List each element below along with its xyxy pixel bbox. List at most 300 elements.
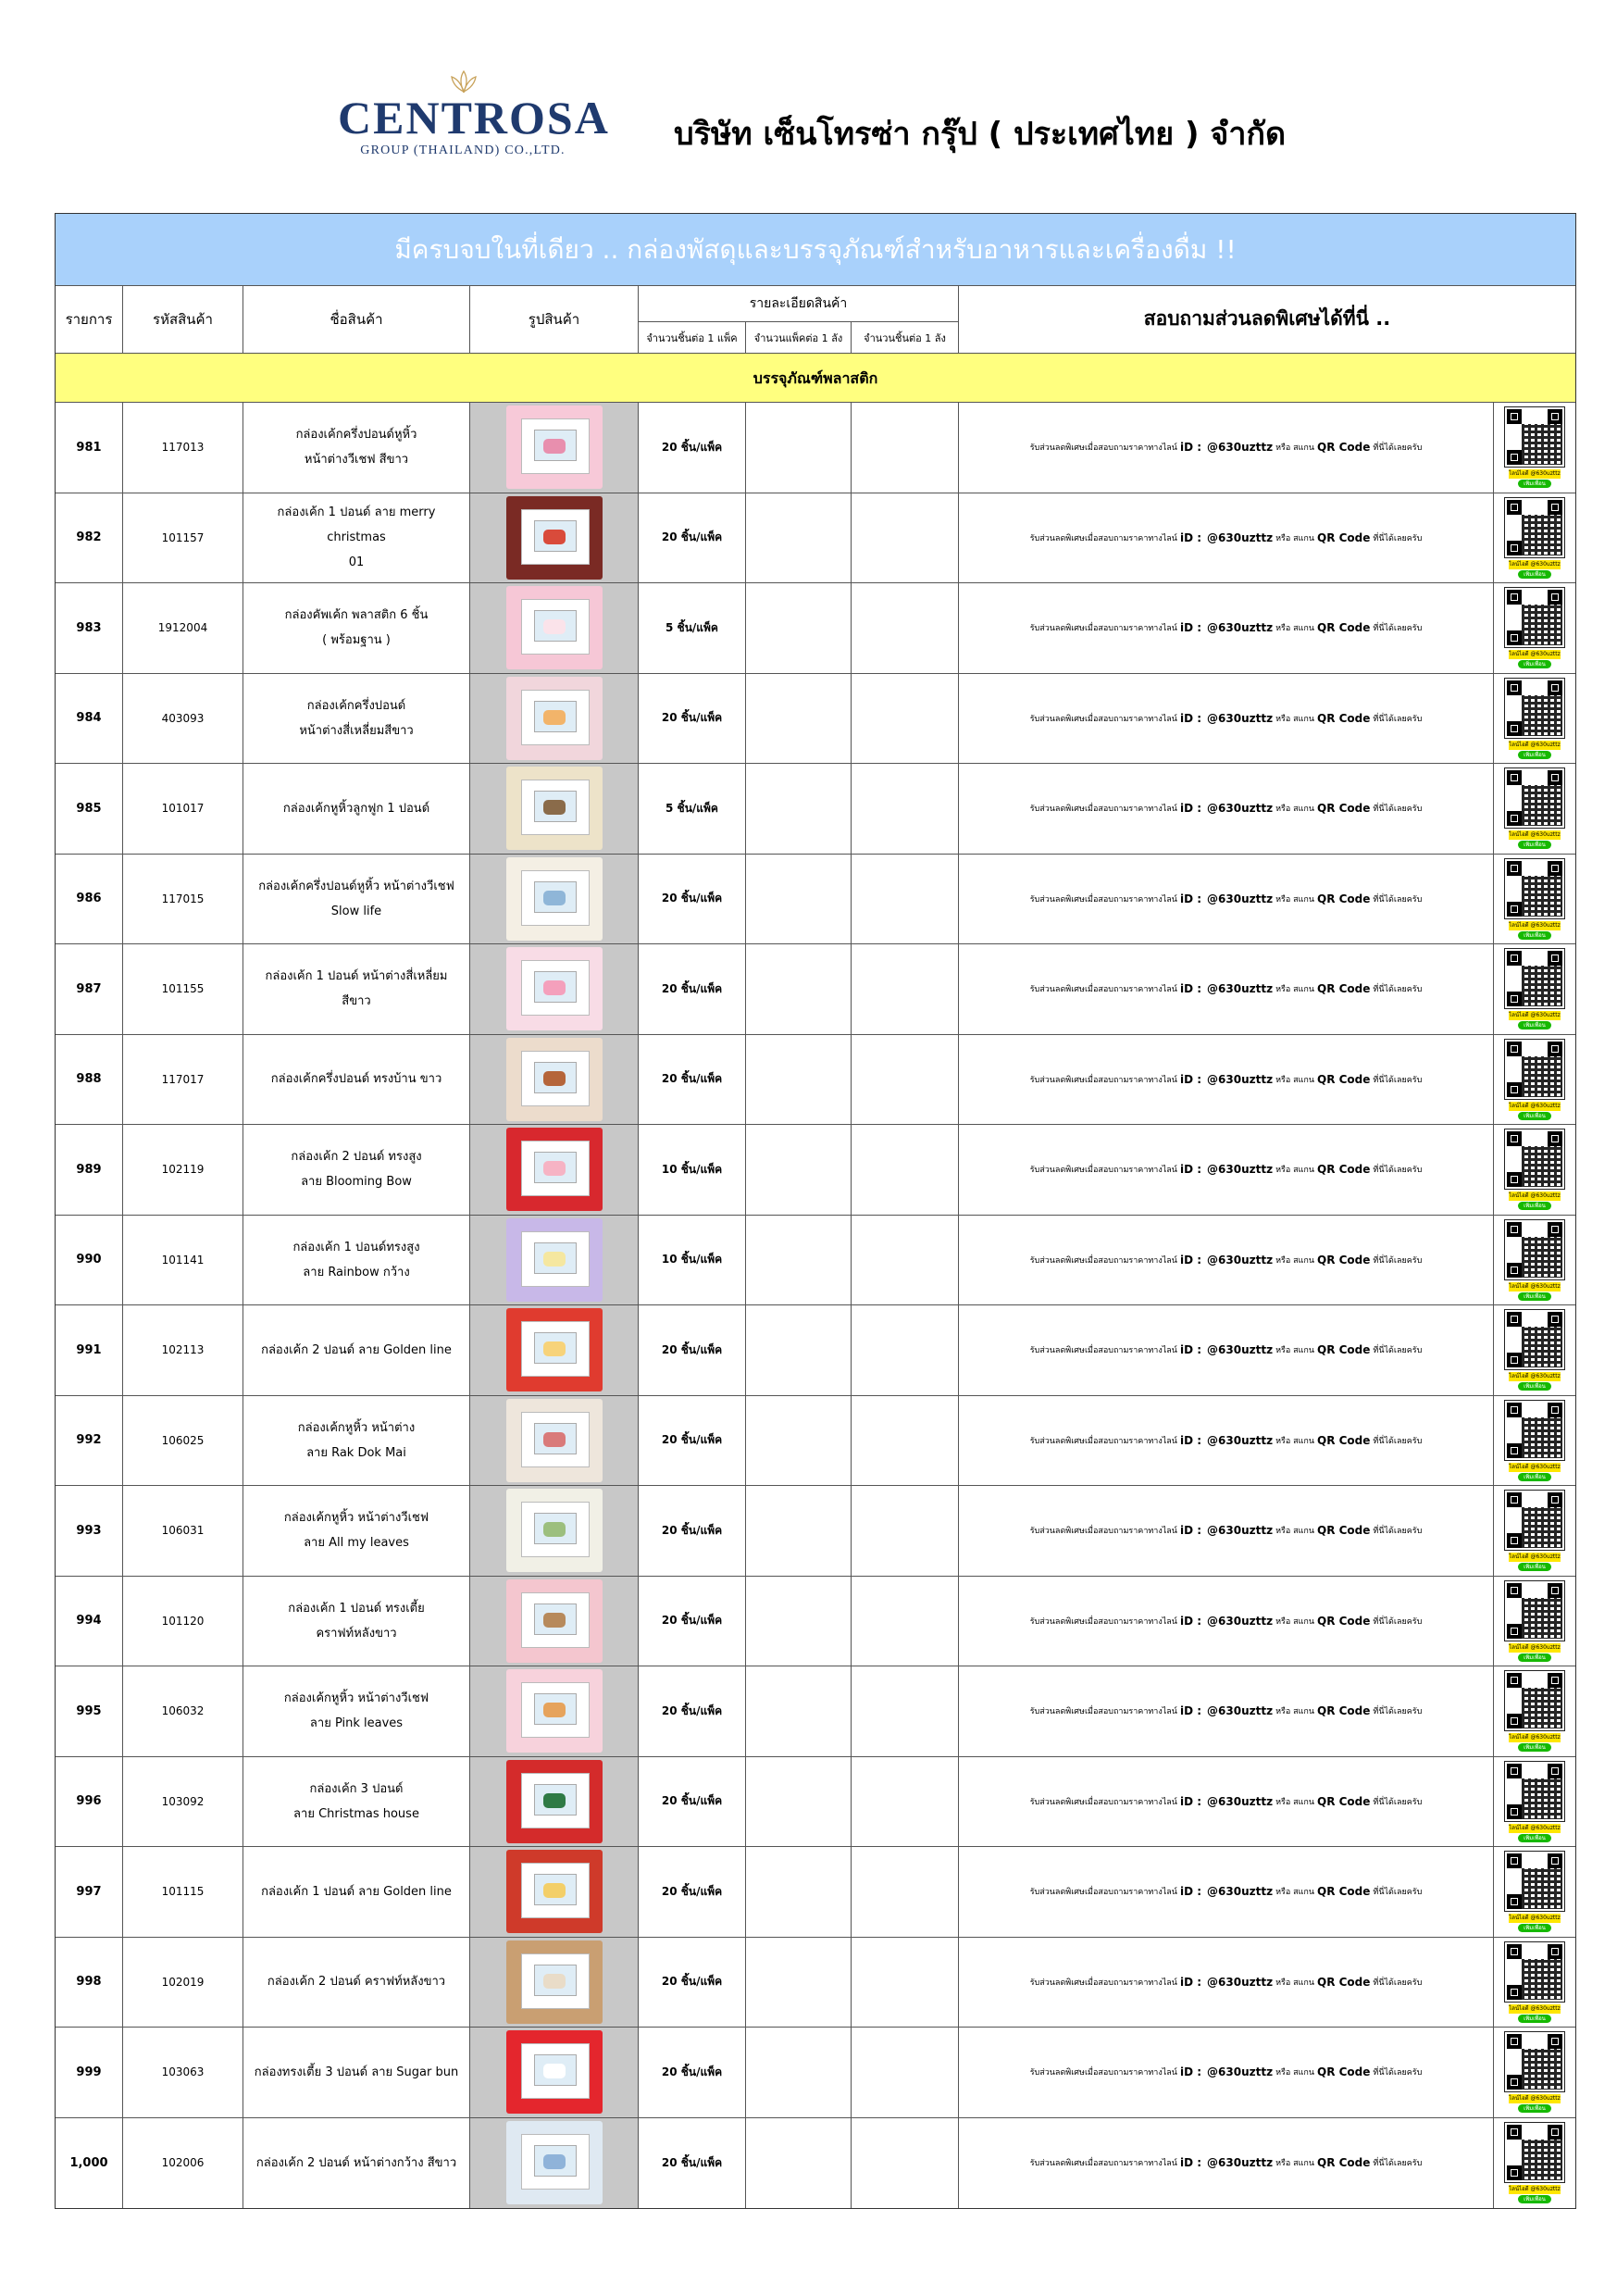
line-id-label: iD : [1179, 1253, 1202, 1267]
qr-line-id-tag: ไลน์ไอดี @630uzttz [1509, 1192, 1561, 1200]
line-discount-info [959, 2028, 1494, 2117]
table-row [56, 1577, 1575, 1667]
line-add-friend-button[interactable]: เพิ่มเพื่อน [1518, 1834, 1551, 1842]
pieces-per-box [852, 2028, 959, 2117]
qr-line-id-tag: ไลน์ไอดี @630uzttz [1509, 1373, 1561, 1380]
table-row [56, 403, 1575, 493]
pieces-per-pack: 5 ชิ้น/แพ็ค [639, 764, 746, 854]
product-code: 106025 [123, 1396, 243, 1486]
qr-code-label: QR Code [1317, 621, 1371, 635]
product-image [506, 1399, 603, 1482]
product-name: กล่องคัพเค้ก พลาสติก 6 ชิ้น ( พร้อมฐาน ) [243, 583, 470, 673]
line-discount-info [959, 1305, 1494, 1395]
line-id-value[interactable]: @630uzttz [1207, 2065, 1274, 2079]
product-code: 1912004 [123, 583, 243, 673]
pieces-per-pack: 20 ชิ้น/แพ็ค [639, 1666, 746, 1756]
row-number: 990 [56, 1216, 123, 1305]
line-id-label: iD : [1179, 1524, 1202, 1538]
line-add-friend-button[interactable]: เพิ่มเพื่อน [1518, 1563, 1551, 1571]
qr-code-icon[interactable] [1504, 1941, 1565, 2003]
line-or-scan: หรือ สแกน [1275, 1255, 1314, 1266]
table-row [56, 1396, 1575, 1487]
line-add-friend-button[interactable]: เพิ่มเพื่อน [1518, 841, 1551, 849]
product-name: กล่องเค้ก 1 ปอนด์ทรงสูง ลาย Rainbow กว้าง [243, 1216, 470, 1305]
line-qr-cell [1494, 1577, 1575, 1666]
table-row [56, 944, 1575, 1035]
qr-code-icon[interactable] [1504, 1670, 1565, 1731]
table-row [56, 2028, 1575, 2118]
line-id-value[interactable]: @630uzttz [1207, 1072, 1274, 1086]
line-info-prefix: รับส่วนลดพิเศษเมื่อสอบถามราคาทางไลน์ [1029, 1255, 1177, 1266]
col-header-image: รูปสินค้า [470, 285, 639, 354]
product-code: 103092 [123, 1757, 243, 1847]
line-info-prefix: รับส่วนลดพิเศษเมื่อสอบถามราคาทางไลน์ [1029, 894, 1177, 905]
line-or-scan: หรือ สแกน [1275, 894, 1314, 905]
line-or-scan: หรือ สแกน [1275, 1616, 1314, 1627]
line-id-value[interactable]: @630uzttz [1207, 982, 1274, 996]
row-number: 982 [56, 493, 123, 583]
packs-per-box [746, 674, 852, 764]
table-row [56, 1125, 1575, 1216]
product-code: 106031 [123, 1486, 243, 1576]
line-id-value[interactable]: @630uzttz [1207, 1885, 1274, 1899]
qr-code-label: QR Code [1317, 530, 1371, 544]
line-qr-cell [1494, 493, 1575, 583]
line-id-label: iD : [1179, 1704, 1202, 1718]
product-image [506, 1579, 603, 1663]
product-name: กล่องเค้กหูหิ้ว หน้าต่าง ลาย Rak Dok Mai [243, 1396, 470, 1486]
line-info-prefix: รับส่วนลดพิเศษเมื่อสอบถามราคาทางไลน์ [1029, 805, 1177, 815]
product-code: 101155 [123, 944, 243, 1034]
qr-code-icon[interactable] [1504, 1761, 1565, 1822]
product-image [506, 406, 603, 489]
row-number: 988 [56, 1035, 123, 1125]
line-add-friend-button[interactable]: เพิ่มเพื่อน [1518, 1021, 1551, 1029]
line-id-label: iD : [1179, 1433, 1202, 1447]
line-or-scan: หรือ สแกน [1275, 714, 1314, 724]
line-id-label: iD : [1179, 802, 1202, 816]
line-add-friend-button[interactable]: เพิ่มเพื่อน [1518, 2015, 1551, 2023]
qr-code-label: QR Code [1317, 2065, 1371, 2079]
row-number: 1,000 [56, 2118, 123, 2209]
qr-code-icon[interactable] [1504, 767, 1565, 829]
qr-code-label: QR Code [1317, 1253, 1371, 1267]
col-header-inquiry: สอบถามส่วนลดพิเศษได้ที่นี่ .. [959, 285, 1575, 354]
qr-code-icon[interactable] [1504, 1490, 1565, 1551]
pieces-per-pack: 10 ชิ้น/แพ็ค [639, 1216, 746, 1305]
line-id-value[interactable]: @630uzttz [1207, 892, 1274, 905]
line-qr-cell [1494, 944, 1575, 1034]
product-name: กล่องเค้ก 2 ปอนด์ ลาย Golden line [243, 1305, 470, 1395]
pieces-per-box [852, 1938, 959, 2028]
pieces-per-pack: 20 ชิ้น/แพ็ค [639, 944, 746, 1034]
qr-code-icon[interactable] [1504, 497, 1565, 558]
product-image-cell [470, 855, 639, 944]
packs-per-box [746, 1125, 852, 1215]
product-code: 102006 [123, 2118, 243, 2209]
row-number: 996 [56, 1757, 123, 1847]
product-image [506, 2030, 603, 2114]
line-discount-info [959, 764, 1494, 854]
col-header-detail-group: รายละเอียดสินค้า [639, 285, 959, 322]
line-add-friend-button[interactable]: เพิ่มเพื่อน [1518, 570, 1551, 579]
line-or-scan: หรือ สแกน [1275, 1436, 1314, 1446]
table-row [56, 1938, 1575, 2028]
pieces-per-pack: 20 ชิ้น/แพ็ค [639, 2028, 746, 2117]
line-info-prefix: รับส่วนลดพิเศษเมื่อสอบถามราคาทางไลน์ [1029, 2068, 1177, 2078]
line-qr-cell [1494, 1847, 1575, 1937]
line-id-label: iD : [1179, 982, 1202, 996]
product-name: กล่องเค้กครึ่งปอนด์ หน้าต่างสี่เหลี่ยมสีขาว [243, 674, 470, 764]
line-qr-cell [1494, 1666, 1575, 1756]
line-info-suffix: ที่นี่ได้เลยครับ [1373, 533, 1423, 543]
line-id-label: iD : [1179, 1614, 1202, 1628]
line-id-value[interactable]: @630uzttz [1207, 1163, 1274, 1177]
product-code: 403093 [123, 674, 243, 764]
pieces-per-box [852, 493, 959, 583]
line-add-friend-button[interactable]: เพิ่มเพื่อน [1518, 1292, 1551, 1301]
line-add-friend-button[interactable]: เพิ่มเพื่อน [1518, 660, 1551, 668]
line-id-label: iD : [1179, 711, 1202, 725]
qr-line-id-tag: ไลน์ไอดี @630uzttz [1509, 560, 1561, 568]
line-id-value[interactable]: @630uzttz [1207, 530, 1274, 544]
product-code: 101120 [123, 1577, 243, 1666]
product-name: กล่องเค้ก 3 ปอนด์ ลาย Christmas house [243, 1757, 470, 1847]
line-or-scan: หรือ สแกน [1275, 985, 1314, 995]
product-code: 117013 [123, 403, 243, 493]
qr-code-label: QR Code [1317, 1975, 1371, 1989]
qr-line-id-tag: ไลน์ไอดี @630uzttz [1509, 470, 1561, 478]
pieces-per-pack: 10 ชิ้น/แพ็ค [639, 1125, 746, 1215]
line-discount-info [959, 1125, 1494, 1215]
qr-line-id-tag: ไลน์ไอดี @630uzttz [1509, 1554, 1561, 1561]
logo-subtitle: GROUP (THAILAND) CO.,LTD. [360, 144, 566, 157]
product-name: กล่องเค้ก 1 ปอนด์ ทรงเตี้ย คราฟท์หลังขาว [243, 1577, 470, 1666]
product-image-cell [470, 1486, 639, 1576]
line-add-friend-button[interactable]: เพิ่มเพื่อน [1518, 931, 1551, 940]
product-image-cell [470, 1757, 639, 1847]
row-number: 984 [56, 674, 123, 764]
pieces-per-pack: 20 ชิ้น/แพ็ค [639, 855, 746, 944]
pieces-per-pack: 20 ชิ้น/แพ็ค [639, 1847, 746, 1937]
pieces-per-box [852, 1305, 959, 1395]
qr-line-id-tag: ไลน์ไอดี @630uzttz [1509, 921, 1561, 929]
line-id-value[interactable]: @630uzttz [1207, 621, 1274, 635]
product-image [506, 857, 603, 941]
pieces-per-pack: 20 ชิ้น/แพ็ค [639, 1396, 746, 1486]
table-row [56, 1666, 1575, 1757]
table-row [56, 1757, 1575, 1848]
line-add-friend-button[interactable]: เพิ่มเพื่อน [1518, 1743, 1551, 1752]
qr-code-icon[interactable] [1504, 1580, 1565, 1641]
product-image-cell [470, 1666, 639, 1756]
packs-per-box [746, 764, 852, 854]
line-id-label: iD : [1179, 1975, 1202, 1989]
qr-code-icon[interactable] [1504, 948, 1565, 1009]
pieces-per-box [852, 1486, 959, 1576]
line-info-prefix: รับส่วนลดพิเศษเมื่อสอบถามราคาทางไลน์ [1029, 533, 1177, 543]
row-number: 999 [56, 2028, 123, 2117]
qr-line-id-tag: ไลน์ไอดี @630uzttz [1509, 1824, 1561, 1831]
product-image [506, 1760, 603, 1843]
table-row [56, 493, 1575, 584]
pieces-per-box [852, 1396, 959, 1486]
product-image-cell [470, 1035, 639, 1125]
line-info-suffix: ที่นี่ได้เลยครับ [1373, 624, 1423, 634]
col-header-packs-per-box: จำนวนแพ็คต่อ 1 ลัง [746, 322, 852, 354]
qr-code-icon[interactable] [1504, 1309, 1565, 1370]
line-id-label: iD : [1179, 892, 1202, 905]
line-info-prefix: รับส่วนลดพิเศษเมื่อสอบถามราคาทางไลน์ [1029, 1166, 1177, 1176]
qr-code-label: QR Code [1317, 1614, 1371, 1628]
line-id-value[interactable]: @630uzttz [1207, 1614, 1274, 1628]
qr-code-icon[interactable] [1504, 858, 1565, 919]
product-image [506, 2121, 603, 2204]
pieces-per-box [852, 944, 959, 1034]
line-info-prefix: รับส่วนลดพิเศษเมื่อสอบถามราคาทางไลน์ [1029, 1978, 1177, 1988]
line-or-scan: หรือ สแกน [1275, 533, 1314, 543]
qr-code-label: QR Code [1317, 1704, 1371, 1718]
row-number: 994 [56, 1577, 123, 1666]
line-add-friend-button[interactable]: เพิ่มเพื่อน [1518, 1112, 1551, 1120]
line-discount-info [959, 1216, 1494, 1305]
line-info-prefix: รับส่วนลดพิเศษเมื่อสอบถามราคาทางไลน์ [1029, 624, 1177, 634]
line-info-suffix: ที่นี่ได้เลยครับ [1373, 1707, 1423, 1717]
line-discount-info [959, 493, 1494, 583]
line-info-suffix: ที่นี่ได้เลยครับ [1373, 805, 1423, 815]
pieces-per-box [852, 674, 959, 764]
line-info-suffix: ที่นี่ได้เลยครับ [1373, 1797, 1423, 1807]
packs-per-box [746, 2118, 852, 2209]
qr-code-label: QR Code [1317, 1433, 1371, 1447]
packs-per-box [746, 493, 852, 583]
table-row [56, 1305, 1575, 1396]
line-info-prefix: รับส่วนลดพิเศษเมื่อสอบถามราคาทางไลน์ [1029, 1707, 1177, 1717]
product-image [506, 1940, 603, 2024]
line-info-suffix: ที่นี่ได้เลยครับ [1373, 1527, 1423, 1537]
table-row [56, 764, 1575, 855]
row-number: 985 [56, 764, 123, 854]
section-title: บรรจุภัณฑ์พลาสติก [56, 354, 1575, 403]
pieces-per-box [852, 1757, 959, 1847]
product-code: 101141 [123, 1216, 243, 1305]
product-image [506, 767, 603, 850]
line-id-label: iD : [1179, 1163, 1202, 1177]
table-row [56, 674, 1575, 765]
line-info-suffix: ที่นี่ได้เลยครับ [1373, 1978, 1423, 1988]
product-image-cell [470, 1577, 639, 1666]
pieces-per-box [852, 764, 959, 854]
product-image-cell [470, 1396, 639, 1486]
line-add-friend-button[interactable]: เพิ่มเพื่อน [1518, 1382, 1551, 1391]
qr-code-label: QR Code [1317, 892, 1371, 905]
pieces-per-box [852, 403, 959, 493]
line-or-scan: หรือ สแกน [1275, 1346, 1314, 1356]
line-add-friend-button[interactable]: เพิ่มเพื่อน [1518, 1924, 1551, 1932]
line-or-scan: หรือ สแกน [1275, 1888, 1314, 1898]
line-or-scan: หรือ สแกน [1275, 2159, 1314, 2169]
product-name: กล่องเค้ก 1 ปอนด์ ลาย merry christmas 01 [243, 493, 470, 583]
qr-code-label: QR Code [1317, 1343, 1371, 1357]
line-info-prefix: รับส่วนลดพิเศษเมื่อสอบถามราคาทางไลน์ [1029, 1075, 1177, 1085]
line-id-label: iD : [1179, 1885, 1202, 1899]
line-or-scan: หรือ สแกน [1275, 443, 1314, 454]
qr-code-icon[interactable] [1504, 1400, 1565, 1461]
qr-line-id-tag: ไลน์ไอดี @630uzttz [1509, 2095, 1561, 2103]
line-or-scan: หรือ สแกน [1275, 1166, 1314, 1176]
pieces-per-pack: 20 ชิ้น/แพ็ค [639, 1938, 746, 2028]
packs-per-box [746, 583, 852, 673]
pieces-per-box [852, 855, 959, 944]
pieces-per-pack: 20 ชิ้น/แพ็ค [639, 1035, 746, 1125]
qr-code-icon[interactable] [1504, 406, 1565, 468]
product-code: 102119 [123, 1125, 243, 1215]
row-number: 995 [56, 1666, 123, 1756]
product-image-cell [470, 944, 639, 1034]
product-name: กล่องเค้กครึ่งปอนด์หูหิ้ว หน้าต่างวีเชฟ สีขาว [243, 403, 470, 493]
line-discount-info [959, 674, 1494, 764]
qr-code-icon[interactable] [1504, 587, 1565, 648]
packs-per-box [746, 2028, 852, 2117]
line-qr-cell [1494, 403, 1575, 493]
table-row [56, 1035, 1575, 1126]
qr-line-id-tag: ไลน์ไอดี @630uzttz [1509, 651, 1561, 658]
product-code: 117017 [123, 1035, 243, 1125]
row-number: 997 [56, 1847, 123, 1937]
packs-per-box [746, 1666, 852, 1756]
line-info-suffix: ที่นี่ได้เลยครับ [1373, 2068, 1423, 2078]
product-image [506, 1669, 603, 1753]
line-id-value[interactable]: @630uzttz [1207, 1704, 1274, 1718]
product-image-cell [470, 1305, 639, 1395]
line-id-label: iD : [1179, 1794, 1202, 1808]
line-id-value[interactable]: @630uzttz [1207, 1433, 1274, 1447]
line-info-prefix: รับส่วนลดพิเศษเมื่อสอบถามราคาทางไลน์ [1029, 1436, 1177, 1446]
qr-code-icon[interactable] [1504, 2031, 1565, 2092]
qr-code-label: QR Code [1317, 1885, 1371, 1899]
line-qr-cell [1494, 1486, 1575, 1576]
pieces-per-pack: 20 ชิ้น/แพ็ค [639, 674, 746, 764]
line-id-value[interactable]: @630uzttz [1207, 1524, 1274, 1538]
line-qr-cell [1494, 583, 1575, 673]
pieces-per-box [852, 1035, 959, 1125]
qr-line-id-tag: ไลน์ไอดี @630uzttz [1509, 1643, 1561, 1651]
line-or-scan: หรือ สแกน [1275, 1797, 1314, 1807]
line-qr-cell [1494, 2028, 1575, 2117]
line-add-friend-button[interactable]: เพิ่มเพื่อน [1518, 2104, 1551, 2113]
col-header-no: รายการ [56, 285, 123, 354]
pieces-per-pack: 20 ชิ้น/แพ็ค [639, 403, 746, 493]
line-qr-cell [1494, 1757, 1575, 1847]
packs-per-box [746, 1216, 852, 1305]
line-or-scan: หรือ สแกน [1275, 1978, 1314, 1988]
qr-code-icon[interactable] [1504, 1129, 1565, 1190]
qr-code-label: QR Code [1317, 1524, 1371, 1538]
line-id-value[interactable]: @630uzttz [1207, 1253, 1274, 1267]
packs-per-box [746, 855, 852, 944]
row-number: 991 [56, 1305, 123, 1395]
line-add-friend-button[interactable]: เพิ่มเพื่อน [1518, 1653, 1551, 1662]
product-image-cell [470, 583, 639, 673]
qr-line-id-tag: ไลน์ไอดี @630uzttz [1509, 2186, 1561, 2193]
line-discount-info [959, 1396, 1494, 1486]
qr-code-icon[interactable] [1504, 1039, 1565, 1100]
col-header-per-pack: จำนวนชิ้นต่อ 1 แพ็ค [639, 322, 746, 354]
product-image-cell [470, 2028, 639, 2117]
product-image-cell [470, 1847, 639, 1937]
qr-line-id-tag: ไลน์ไอดี @630uzttz [1509, 1915, 1561, 1922]
table-row [56, 1486, 1575, 1577]
packs-per-box [746, 1577, 852, 1666]
line-qr-cell [1494, 1938, 1575, 2028]
qr-code-icon[interactable] [1504, 678, 1565, 739]
line-add-friend-button[interactable]: เพิ่มเพื่อน [1518, 1202, 1551, 1210]
product-image [506, 1038, 603, 1121]
qr-code-icon[interactable] [1504, 1851, 1565, 1912]
product-name: กล่องทรงเตี้ย 3 ปอนด์ ลาย Sugar bun [243, 2028, 470, 2117]
product-image-cell [470, 674, 639, 764]
line-id-label: iD : [1179, 530, 1202, 544]
qr-code-label: QR Code [1317, 1163, 1371, 1177]
line-info-prefix: รับส่วนลดพิเศษเมื่อสอบถามราคาทางไลน์ [1029, 1616, 1177, 1627]
line-info-suffix: ที่นี่ได้เลยครับ [1373, 2159, 1423, 2169]
qr-code-icon[interactable] [1504, 1219, 1565, 1280]
line-info-prefix: รับส่วนลดพิเศษเมื่อสอบถามราคาทางไลน์ [1029, 1346, 1177, 1356]
product-code: 102113 [123, 1305, 243, 1395]
line-id-label: iD : [1179, 441, 1202, 455]
product-name: กล่องเค้กครึ่งปอนด์หูหิ้ว หน้าต่างวีเชฟ Slow life [243, 855, 470, 944]
line-id-value[interactable]: @630uzttz [1207, 1343, 1274, 1357]
qr-code-icon[interactable] [1504, 2122, 1565, 2183]
product-name: กล่องเค้ก 2 ปอนด์ คราฟท์หลังขาว [243, 1938, 470, 2028]
line-id-value[interactable]: @630uzttz [1207, 441, 1274, 455]
line-add-friend-button[interactable]: เพิ่มเพื่อน [1518, 1473, 1551, 1481]
line-info-suffix: ที่นี่ได้เลยครับ [1373, 894, 1423, 905]
line-id-value[interactable]: @630uzttz [1207, 711, 1274, 725]
line-info-prefix: รับส่วนลดพิเศษเมื่อสอบถามราคาทางไลน์ [1029, 985, 1177, 995]
line-id-value[interactable]: @630uzttz [1207, 2156, 1274, 2170]
pieces-per-box [852, 583, 959, 673]
line-id-label: iD : [1179, 1072, 1202, 1086]
line-add-friend-button[interactable]: เพิ่มเพื่อน [1518, 480, 1551, 488]
row-number: 989 [56, 1125, 123, 1215]
qr-line-id-tag: ไลน์ไอดี @630uzttz [1509, 1102, 1561, 1109]
line-id-value[interactable]: @630uzttz [1207, 1975, 1274, 1989]
qr-line-id-tag: ไลน์ไอดี @630uzttz [1509, 2004, 1561, 2012]
line-or-scan: หรือ สแกน [1275, 624, 1314, 634]
pieces-per-box [852, 2118, 959, 2209]
product-image [506, 947, 603, 1030]
line-discount-info [959, 1847, 1494, 1937]
pieces-per-pack: 20 ชิ้น/แพ็ค [639, 1486, 746, 1576]
line-add-friend-button[interactable]: เพิ่มเพื่อน [1518, 751, 1551, 759]
line-id-value[interactable]: @630uzttz [1207, 1794, 1274, 1808]
row-number: 983 [56, 583, 123, 673]
line-id-value[interactable]: @630uzttz [1207, 802, 1274, 816]
line-info-prefix: รับส่วนลดพิเศษเมื่อสอบถามราคาทางไลน์ [1029, 1527, 1177, 1537]
line-qr-cell [1494, 1305, 1575, 1395]
line-discount-info [959, 944, 1494, 1034]
line-add-friend-button[interactable]: เพิ่มเพื่อน [1518, 2195, 1551, 2203]
line-id-label: iD : [1179, 1343, 1202, 1357]
line-discount-info [959, 1577, 1494, 1666]
line-info-suffix: ที่นี่ได้เลยครับ [1373, 1346, 1423, 1356]
product-name: กล่องเค้กหูหิ้ว หน้าต่างวีเชฟ ลาย All my leaves [243, 1486, 470, 1576]
packs-per-box [746, 1486, 852, 1576]
product-image-cell [470, 764, 639, 854]
table-row [56, 2118, 1575, 2209]
qr-code-label: QR Code [1317, 802, 1371, 816]
